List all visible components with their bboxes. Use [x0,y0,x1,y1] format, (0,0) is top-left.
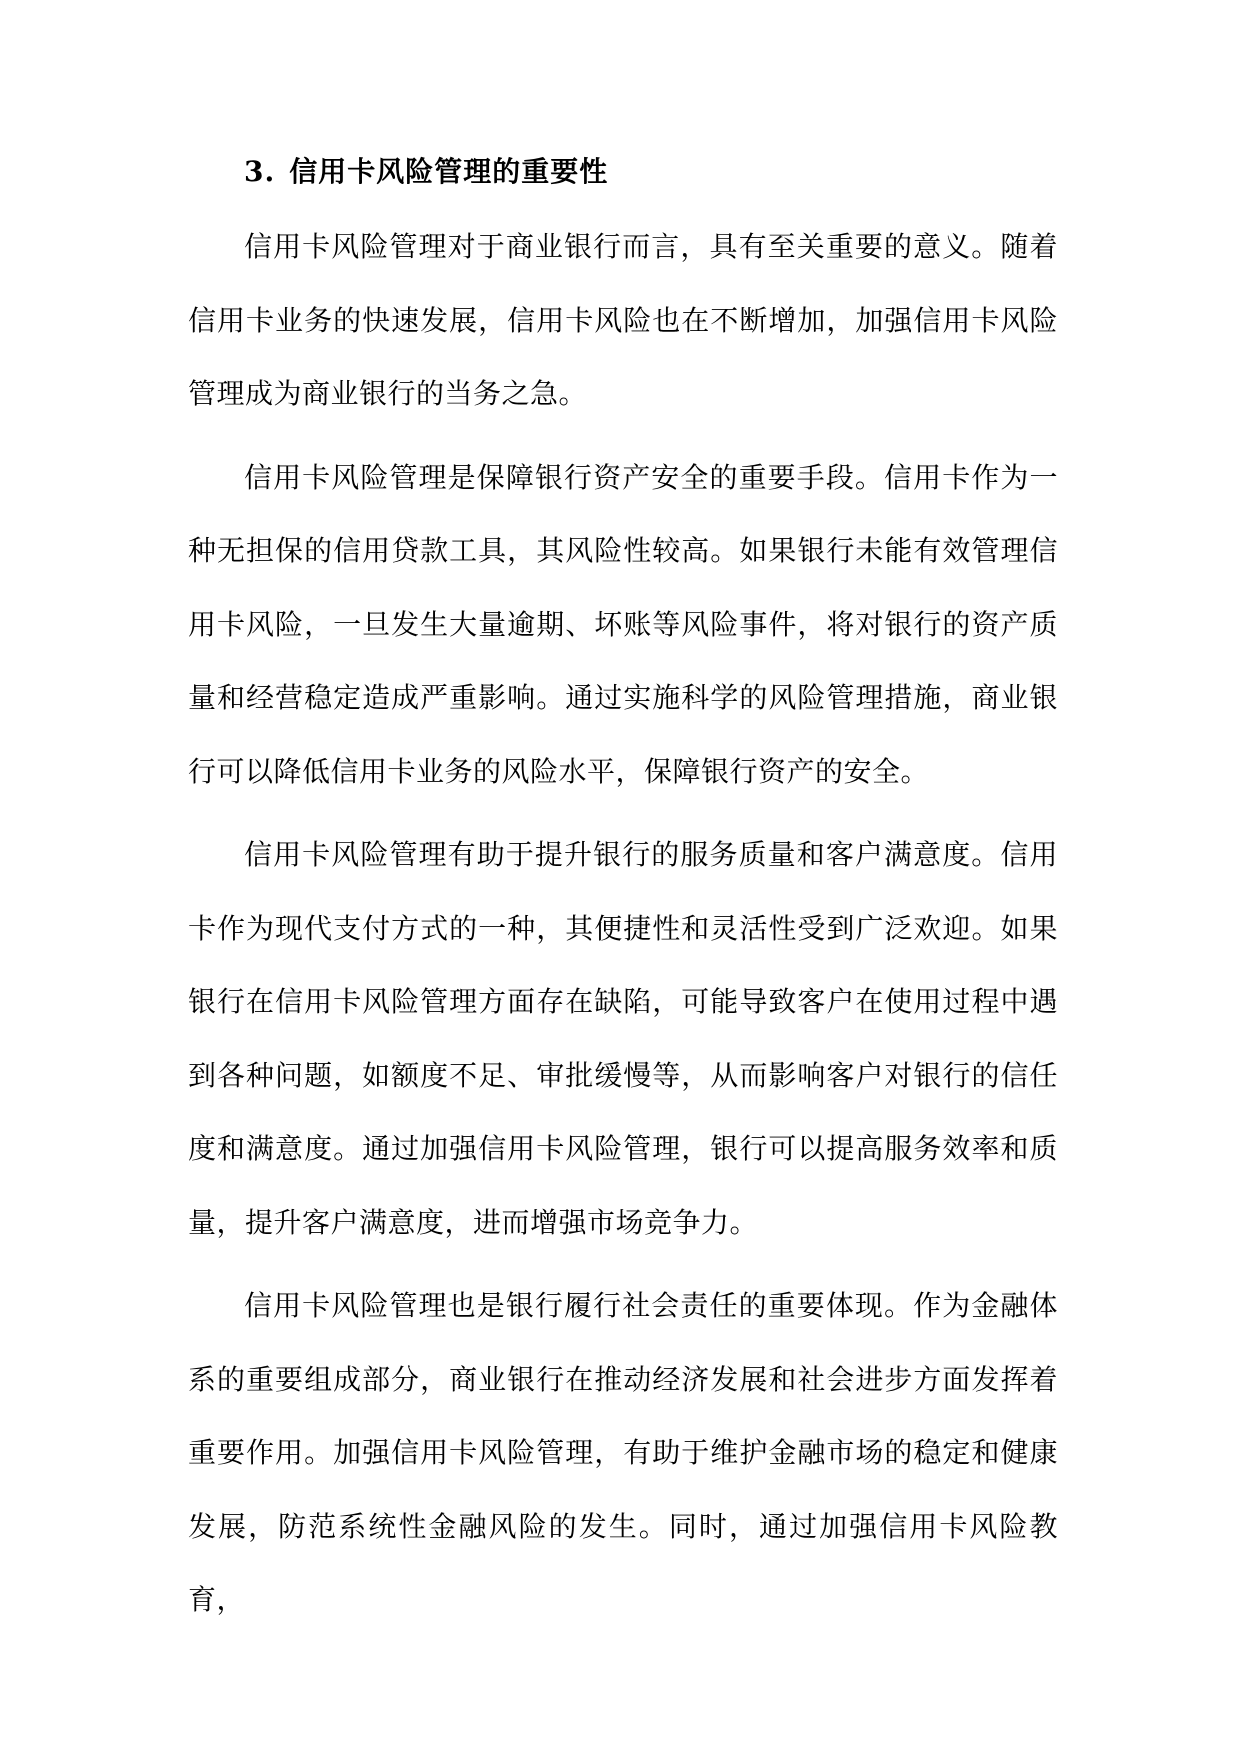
section-number: 3. [244,155,276,188]
document-body [188,142,1058,1637]
paragraph-4: 信用卡风险管理也是银行履行社会责任的重要体现。作为金融体系的重要组成部分，商业银行在推动经济发展和社会进步方面发挥着重要作用。加强信用卡风险管理，有助于维护金融市场的稳定和健康发展，防范系统性金融风险的发生。同时，通过加强信用卡风险教育， [188,1289,1058,1616]
paragraph-3: 信用卡风险管理有助于提升银行的服务质量和客户满意度。信用卡作为现代支付方式的一种，其便捷性和灵活性受到广泛欢迎。如果银行在信用卡风险管理方面存在缺陷，可能导致客户在使用过程中遇到各种问题，如额度不足、审批缓慢等，从而影响客户对银行的信任度和满意度。通过加强信用卡风险管理，银行可以提高服务效率和质量，提升客户满意度，进而增强市场竞争力。 [188,838,1058,1239]
section-title: 信用卡风险管理的重要性 [289,155,609,188]
paragraph-2: 信用卡风险管理是保障银行资产安全的重要手段。信用卡作为一种无担保的信用贷款工具，其风险性较高。如果银行未能有效管理信用卡风险，一旦发生大量逾期、坏账等风险事件，将对银行的资产质量和经营稳定造成严重影响。通过实施科学的风险管理措施，商业银行可以降低信用卡业务的风险水平，保障银行资产的安全。 [188,460,1058,788]
section-heading [188,142,1058,202]
paragraph-1: 信用卡风险管理对于商业银行而言，具有至关重要的意义。随着信用卡业务的快速发展，信用卡风险也在不断增加，加强信用卡风险管理成为商业银行的当务之急。 [188,230,1058,410]
